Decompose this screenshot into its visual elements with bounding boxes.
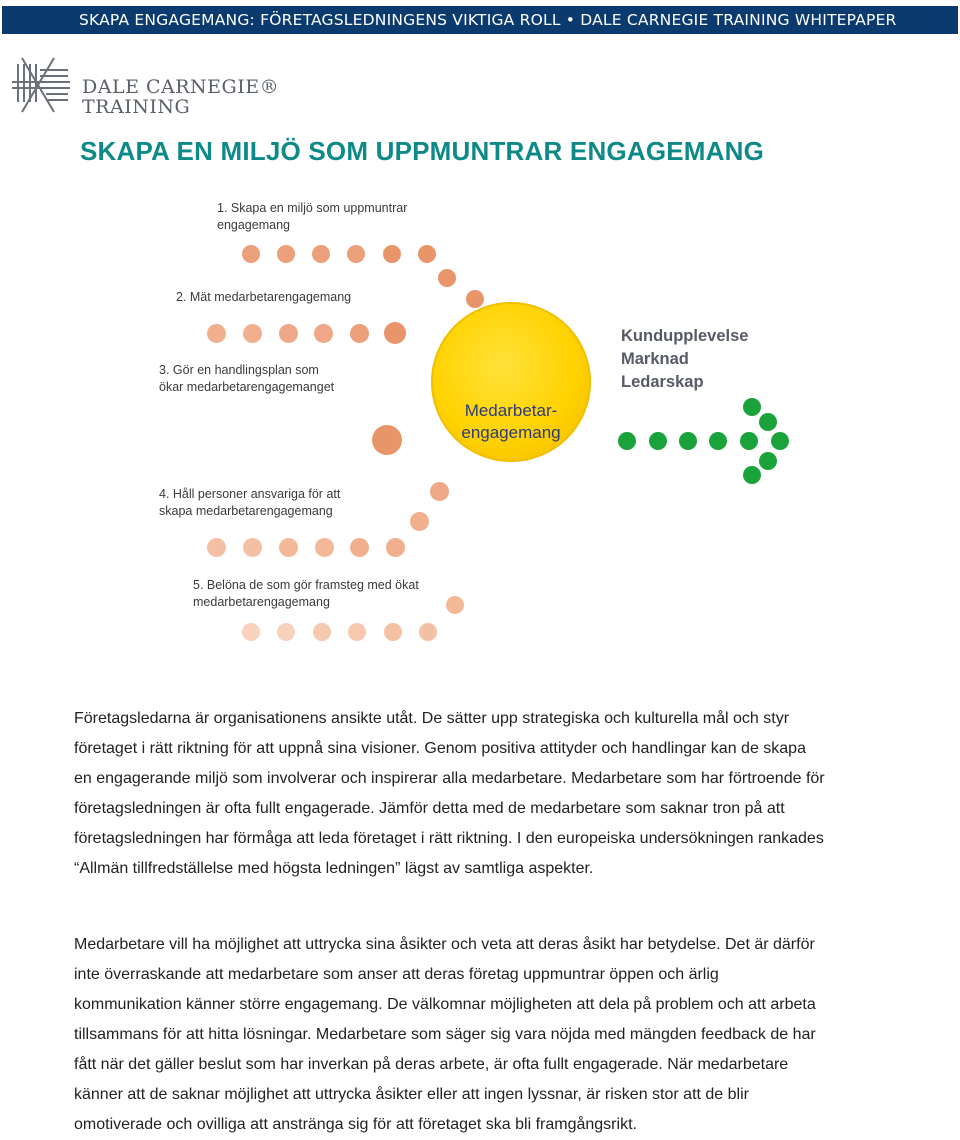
- paragraph-line: företagsledningen har förmåga att leda företaget i rätt riktning. I den europeiska undersökningen rankades: [74, 830, 824, 847]
- green-dot: [743, 466, 761, 484]
- paragraph-line: företagsledningen är ofta fullt engagerade. Jämför detta med de medarbetare som saknar tron på att: [74, 800, 785, 817]
- green-dot: [771, 432, 789, 450]
- logo-text-line1: DALE CARNEGIE®: [82, 76, 280, 98]
- paragraph-line: omotiverade och ovilliga att anstränga sig för att företaget ska bli framgångsrikt.: [74, 1116, 637, 1133]
- dot: [383, 245, 401, 263]
- paragraph-line: “Allmän tillfredställelse med högsta ledningen” lägst av samtliga aspekter.: [74, 860, 594, 877]
- dot: [314, 324, 333, 343]
- header-banner: SKAPA ENGAGEMANG: FÖRETAGSLEDNINGENS VIKTIGA ROLL • DALE CARNEGIE TRAINING WHITEPAPER: [2, 6, 958, 34]
- dot: [350, 538, 369, 557]
- outcome-3: Ledarskap: [621, 373, 704, 391]
- dot: [347, 245, 365, 263]
- green-dot: [709, 432, 727, 450]
- paragraph-line: en engagerande miljö som involverar och inspirerar alla medarbetare. Medarbetare som har förtroende för: [74, 770, 825, 787]
- paragraph-line: kommunikation känner större engagemang. De välkomnar möjligheten att dela på problem och att arbeta: [74, 996, 816, 1013]
- logo-text-line2: TRAINING: [82, 96, 191, 118]
- paragraph-line: tillsammans för att hitta lösningar. Medarbetare som säger sig vara nöjda med mängden feedback de har: [74, 1026, 816, 1043]
- step-4-line1: 4. Håll personer ansvariga för att: [159, 487, 341, 501]
- dot: [243, 324, 262, 343]
- dot: [438, 269, 456, 287]
- paragraph-line: företaget i rätt riktning för att uppnå sina visioner. Genom positiva attityder och handlingar kan de skapa: [74, 740, 806, 757]
- step-3-line2: ökar medarbetarengagemanget: [159, 380, 335, 394]
- center-circle: [431, 302, 591, 462]
- dot: [466, 290, 484, 308]
- step-2-label: [176, 289, 351, 306]
- paragraph-2: [74, 930, 894, 1140]
- step-5-line1: 5. Belöna de som gör framsteg med ökat: [193, 578, 419, 592]
- paragraph-1: [74, 704, 894, 884]
- dot: [446, 596, 464, 614]
- step-4-line2: skapa medarbetarengagemang: [159, 504, 333, 518]
- outcome-1: Kundupplevelse: [621, 327, 749, 345]
- dot: [242, 623, 260, 641]
- step-2-line1: 2. Mät medarbetarengagemang: [176, 290, 352, 304]
- green-dot: [649, 432, 667, 450]
- dot: [313, 623, 331, 641]
- dot: [384, 322, 406, 344]
- step-5-line2: medarbetarengagemang: [193, 595, 330, 609]
- dot: [386, 538, 405, 557]
- dot: [279, 538, 298, 557]
- paragraph-line: Medarbetare vill ha möjlighet att uttrycka sina åsikter och veta att deras åsikt har betydelse. Det är därför: [74, 936, 815, 953]
- dot: [277, 245, 295, 263]
- dot: [430, 482, 449, 501]
- dot: [312, 245, 330, 263]
- dot: [242, 245, 260, 263]
- step-4-label: [159, 486, 340, 520]
- dot: [279, 324, 298, 343]
- center-label: [431, 400, 591, 444]
- dot: [418, 245, 436, 263]
- dot: [410, 512, 429, 531]
- dot: [243, 538, 262, 557]
- green-dot: [679, 432, 697, 450]
- green-dot: [743, 398, 761, 416]
- green-dot: [759, 413, 777, 431]
- step-1-label: [217, 200, 407, 234]
- dot: [277, 623, 295, 641]
- paragraph-line: Företagsledarna är organisationens ansikte utåt. De sätter upp strategiska och kulturella mål och styr: [74, 710, 790, 727]
- step-5-label: [193, 577, 419, 611]
- paragraph-line: fått när det gäller beslut som har inverkan på deras arbete, är ofta fullt engagerade. När medarbetare: [74, 1056, 789, 1073]
- step-3-line1: 3. Gör en handlingsplan som: [159, 363, 319, 377]
- step-1-line2: engagemang: [217, 218, 290, 232]
- center-label-line2: engagemang: [461, 423, 561, 442]
- green-dot: [618, 432, 636, 450]
- dot: [419, 623, 437, 641]
- outcome-2: Marknad: [621, 350, 689, 368]
- step-1-line1: 1. Skapa en miljö som uppmuntrar: [217, 201, 408, 215]
- paragraph-line: inte överraskande att medarbetare som anser att deras företag uppmuntrar öppen och ärlig: [74, 966, 719, 983]
- outcomes-list: [621, 325, 748, 394]
- step-3-label: [159, 362, 334, 396]
- paragraph-line: känner att de saknar möjlighet att uttrycka åsikter eller att ingen lyssnar, är risken stor att de blir: [74, 1086, 749, 1103]
- dot: [384, 623, 402, 641]
- dot: [372, 425, 402, 455]
- center-label-line1: Medarbetar-: [464, 401, 558, 420]
- dot: [348, 623, 366, 641]
- green-dot: [740, 432, 758, 450]
- dot: [350, 324, 369, 343]
- dot: [207, 538, 226, 557]
- green-dot: [759, 452, 777, 470]
- page-title: SKAPA EN MILJÖ SOM UPPMUNTRAR ENGAGEMANG: [80, 136, 765, 166]
- dot: [207, 324, 226, 343]
- dot: [315, 538, 334, 557]
